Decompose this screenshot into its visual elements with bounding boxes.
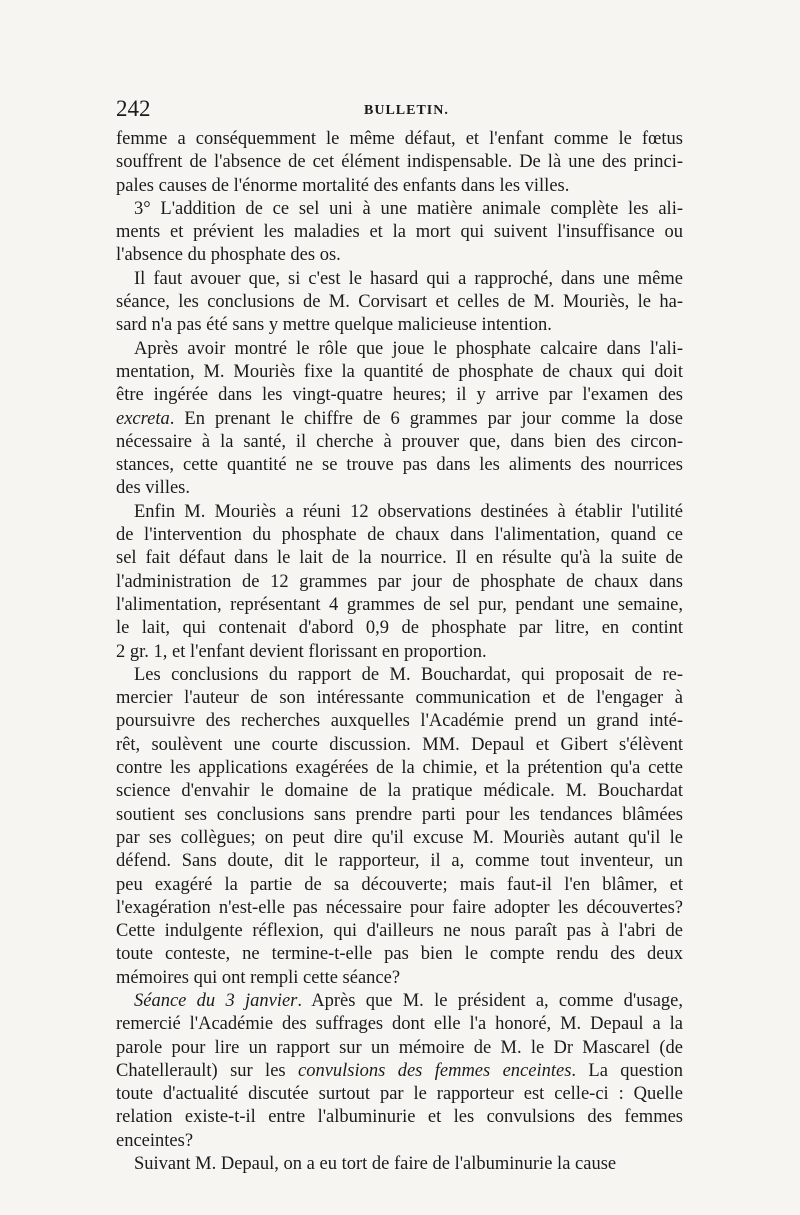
page-header <box>116 96 683 128</box>
text-line: pales causes de l'énorme mortalité des enfants dans les villes. <box>116 175 570 196</box>
text-line: des villes. <box>116 478 190 499</box>
paragraph <box>116 990 683 1153</box>
text-line: le lait, qui contenait d'abord 0,9 de phosphate par litre, en contint <box>116 618 683 639</box>
book-page <box>116 96 683 1176</box>
italic-text: Séance du 3 janvier <box>134 990 298 1011</box>
text-line: poursuivre des recherches auxquelles l'Académie prend un grand inté- <box>116 711 683 732</box>
text-line: être ingérée dans les vingt-quatre heures; il y arrive par l'examen des <box>116 385 683 406</box>
text-line: souffrent de l'absence de cet élément indispensable. De là une des princi- <box>116 152 683 173</box>
body-text <box>116 128 683 1176</box>
text-line: Suivant M. Depaul, on a eu tort de faire de l'albuminurie la cause <box>134 1154 617 1175</box>
text-line: nécessaire à la santé, il cherche à prouver que, dans bien des circon- <box>116 431 683 452</box>
text-line: l'exagération n'est-elle pas nécessaire pour faire adopter les découvertes? <box>116 897 683 918</box>
text-line: Il faut avouer que, si c'est le hasard qui a rapproché, dans une même <box>134 268 683 289</box>
text-line: 3° L'addition de ce sel uni à une matière animale complète les ali- <box>134 198 683 219</box>
page-number: 242 <box>116 96 151 121</box>
text-line: sel fait défaut dans le lait de la nourrice. Il en résulte qu'à la suite de <box>116 548 683 569</box>
paragraph <box>116 198 683 268</box>
text-line: Enfin M. Mouriès a réuni 12 observations destinées à établir l'utilité <box>134 501 683 522</box>
text-line: stances, cette quantité ne se trouve pas dans les aliments des nourrices <box>116 455 683 476</box>
text-line: par ses collègues; on peut dire qu'il excuse M. Mouriès autant qu'il le <box>116 827 683 848</box>
text-line: mémoires qui ont rempli cette séance? <box>116 967 401 988</box>
text-line: femme a conséquemment le même défaut, et l'enfant comme le fœtus <box>116 129 683 149</box>
text-line: ments et prévient les maladies et la mort qui suivent l'insuffisance ou <box>116 222 683 243</box>
paragraph <box>116 501 683 664</box>
text-line: sard n'a pas été sans y mettre quelque malicieuse intention. <box>116 315 552 336</box>
text-line: Après avoir montré le rôle que joue le phosphate calcaire dans l'ali- <box>134 338 683 359</box>
text-line: parole pour lire un rapport sur un mémoire de M. le Dr Mascarel (de <box>116 1037 683 1058</box>
text-line: relation existe-t-il entre l'albuminurie et les convulsions des femmes <box>116 1107 683 1128</box>
text-line: toute d'actualité discutée surtout par le rapporteur est celle-ci : Quelle <box>116 1084 683 1105</box>
text-line: toute conteste, ne termine-t-elle pas bien le compte rendu des deux <box>116 944 683 965</box>
text-line: contre les applications exagérées de la chimie, et la prétention qu'a cette <box>116 758 683 779</box>
text-line: l'administration de 12 grammes par jour de phosphate de chaux dans <box>116 571 683 592</box>
running-title: BULLETIN. <box>364 103 449 118</box>
paragraph <box>116 338 683 501</box>
italic-text: convulsions des femmes enceintes <box>297 1060 572 1081</box>
text-line: de l'intervention du phosphate de chaux dans l'alimentation, quand ce <box>116 525 683 546</box>
text-line: enceintes? <box>116 1130 194 1151</box>
text-line: Cette indulgente réflexion, qui d'ailleurs ne nous paraît pas à l'abri de <box>116 921 683 942</box>
text-line: Les conclusions du rapport de M. Bouchardat, qui proposait de re- <box>134 664 683 685</box>
text-line: défend. Sans doute, dit le rapporteur, il a, comme tout inventeur, un <box>116 851 683 872</box>
text-line: l'alimentation, représentant 4 grammes de sel pur, pendant une semaine, <box>116 594 683 615</box>
text-line: mercier l'auteur de son intéressante communication et de l'engager à <box>116 688 683 709</box>
text-line: Séance du 3 janvier. Après que M. le président a, comme d'usage, <box>134 990 683 1011</box>
text-line: excreta. En prenant le chiffre de 6 grammes par jour comme la dose <box>116 408 683 429</box>
text-line: l'absence du phosphate des os. <box>116 245 341 266</box>
text-line: 2 gr. 1, et l'enfant devient florissant en proportion. <box>116 641 487 662</box>
italic-text: excreta <box>116 408 170 429</box>
paragraph <box>116 268 683 338</box>
text-line: peu exagéré la partie de sa découverte; mais faut-il l'en blâmer, et <box>116 874 683 895</box>
paragraph <box>116 664 683 990</box>
text-line: soutient ses conclusions sans prendre parti pour les tendances blâmées <box>116 804 683 825</box>
paragraph <box>116 128 683 198</box>
text-line: Chatellerault) sur les convulsions des femmes enceintes. La question <box>116 1060 683 1081</box>
text-line: science d'envahir le domaine de la pratique médicale. M. Bouchardat <box>116 781 683 802</box>
text-line: rêt, soulèvent une courte discussion. MM. Depaul et Gibert s'élèvent <box>116 734 683 755</box>
text-line: séance, les conclusions de M. Corvisart et celles de M. Mouriès, le ha- <box>116 292 683 313</box>
paragraph <box>116 1153 683 1176</box>
text-line: remercié l'Académie des suffrages dont elle l'a honoré, M. Depaul a la <box>116 1014 683 1035</box>
text-line: mentation, M. Mouriès fixe la quantité de phosphate de chaux qui doit <box>116 361 683 382</box>
